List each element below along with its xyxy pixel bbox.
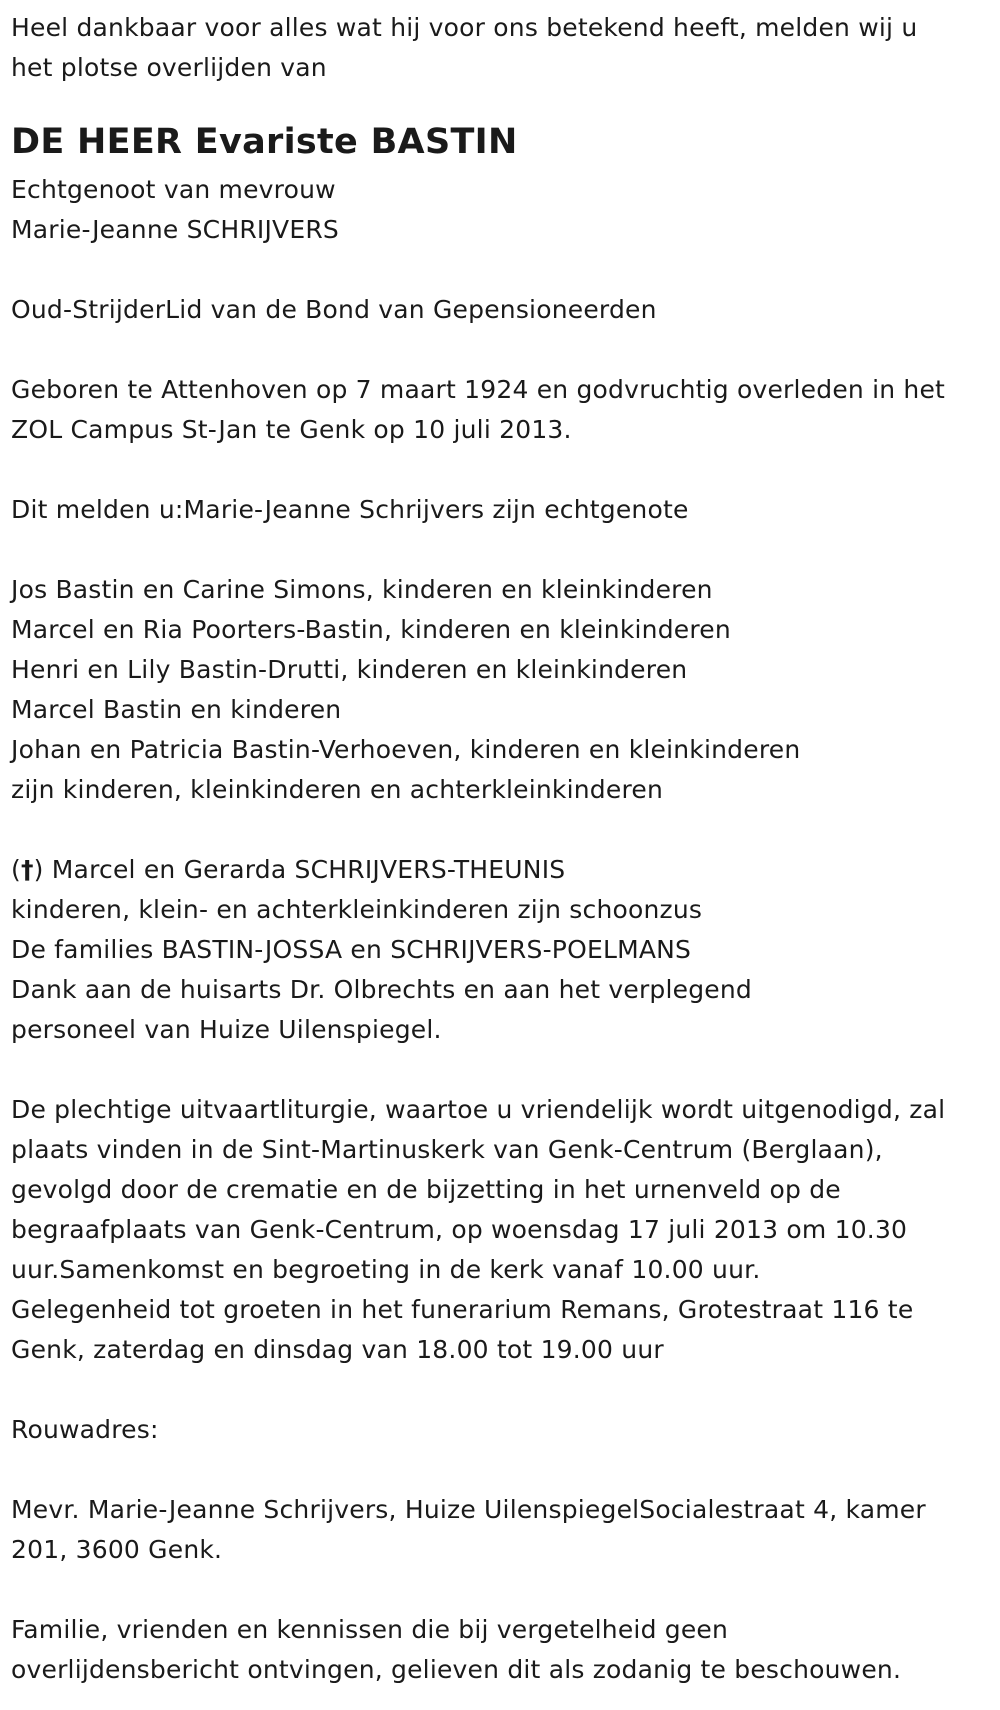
birth-death-line: Geboren te Attenhoven op 7 maart 1924 en godvruchtig overleden in het [11,375,946,404]
birth-death-line: ZOL Campus St-Jan te Genk op 10 juli 2013. [11,415,572,444]
ceremony-line: begraafplaats van Genk-Centrum, op woensdag 17 juli 2013 om 10.30 [11,1215,908,1244]
birth-death-paragraph [11,370,1000,450]
ceremony-line: uur.Samenkomst en begroeting in de kerk vanaf 10.00 uur. [11,1255,761,1284]
ceremony-line: plaats vinden in de Sint-Martinuskerk van Genk-Centrum (Berglaan), [11,1135,883,1164]
children-list-item: Marcel en Ria Poorters-Bastin, kinderen en kleinkinderen [11,615,731,644]
paren-open: ( [11,855,21,884]
children-list-item: Marcel Bastin en kinderen [11,695,342,724]
spouse-line: Marie-Jeanne SCHRIJVERS [11,215,339,244]
in-law-line: Dank aan de huisarts Dr. Olbrechts en aan het verplegend [11,975,752,1004]
intro-line: Heel dankbaar voor alles wat hij voor ons betekend heeft, melden wij u [11,13,918,42]
in-law-first-line [11,850,1000,890]
in-law-line: kinderen, klein- en achterkleinkinderen zijn schoonzus [11,895,703,924]
spacer [11,1450,1000,1490]
paren-close: ) [33,855,44,884]
ceremony-line: Gelegenheid tot groeten in het funerarium Remans, Grotestraat 116 te [11,1295,914,1324]
mourning-address-line: 201, 3600 Genk. [11,1535,223,1564]
spacer [11,530,1000,570]
mourning-address-line: Mevr. Marie-Jeanne Schrijvers, Huize UilenspiegelSocialestraat 4, kamer [11,1495,926,1524]
spacer [11,450,1000,490]
spacer [11,330,1000,370]
spacer [11,1570,1000,1610]
ceremony-line: De plechtige uitvaartliturgie, waartoe u vriendelijk wordt uitgenodigd, zal [11,1095,946,1124]
in-law-line: De families BASTIN-JOSSA en SCHRIJVERS-POELMANS [11,935,692,964]
intro-paragraph [11,8,1000,88]
closing-line: overlijdensbericht ontvingen, gelieven dit als zodanig te beschouwen. [11,1655,902,1684]
spacer [11,810,1000,850]
in-law-line: personeel van Huize Uilenspiegel. [11,1015,442,1044]
spacer [11,1370,1000,1410]
children-list-item: Jos Bastin en Carine Simons, kinderen en kleinkinderen [11,575,713,604]
in-law-names: Marcel en Gerarda SCHRIJVERS-THEUNIS [43,855,566,884]
mourning-address [11,1490,1000,1570]
children-list-item: zijn kinderen, kleinkinderen en achterkleinkinderen [11,775,663,804]
children-list-item: Henri en Lily Bastin-Drutti, kinderen en kleinkinderen [11,655,688,684]
closing-paragraph [11,1610,1000,1690]
spouse-paragraph [11,170,1000,250]
cross-icon: † [20,855,34,884]
announcers-intro-line: Dit melden u:Marie-Jeanne Schrijvers zijn echtgenote [11,495,689,524]
mourning-address-label: Rouwadres: [11,1415,159,1444]
children-list-item: Johan en Patricia Bastin-Verhoeven, kinderen en kleinkinderen [11,735,801,764]
closing-line: Familie, vrienden en kennissen die bij vergetelheid geen [11,1615,729,1644]
in-law-paragraph [11,850,1000,1050]
intro-line: het plotse overlijden van [11,53,327,82]
ceremony-line: gevolgd door de crematie en de bijzetting in het urnenveld op de [11,1175,841,1204]
ceremony-paragraph [11,1090,1000,1370]
spouse-line: Echtgenoot van mevrouw [11,175,336,204]
children-list [11,570,1000,810]
deceased-name-title: DE HEER Evariste BASTIN [11,122,518,162]
membership-line: Oud-StrijderLid van de Bond van Gepensioneerden [11,295,657,324]
ceremony-line: Genk, zaterdag en dinsdag van 18.00 tot 19.00 uur [11,1335,664,1364]
spacer [11,1050,1000,1090]
spacer [11,250,1000,290]
